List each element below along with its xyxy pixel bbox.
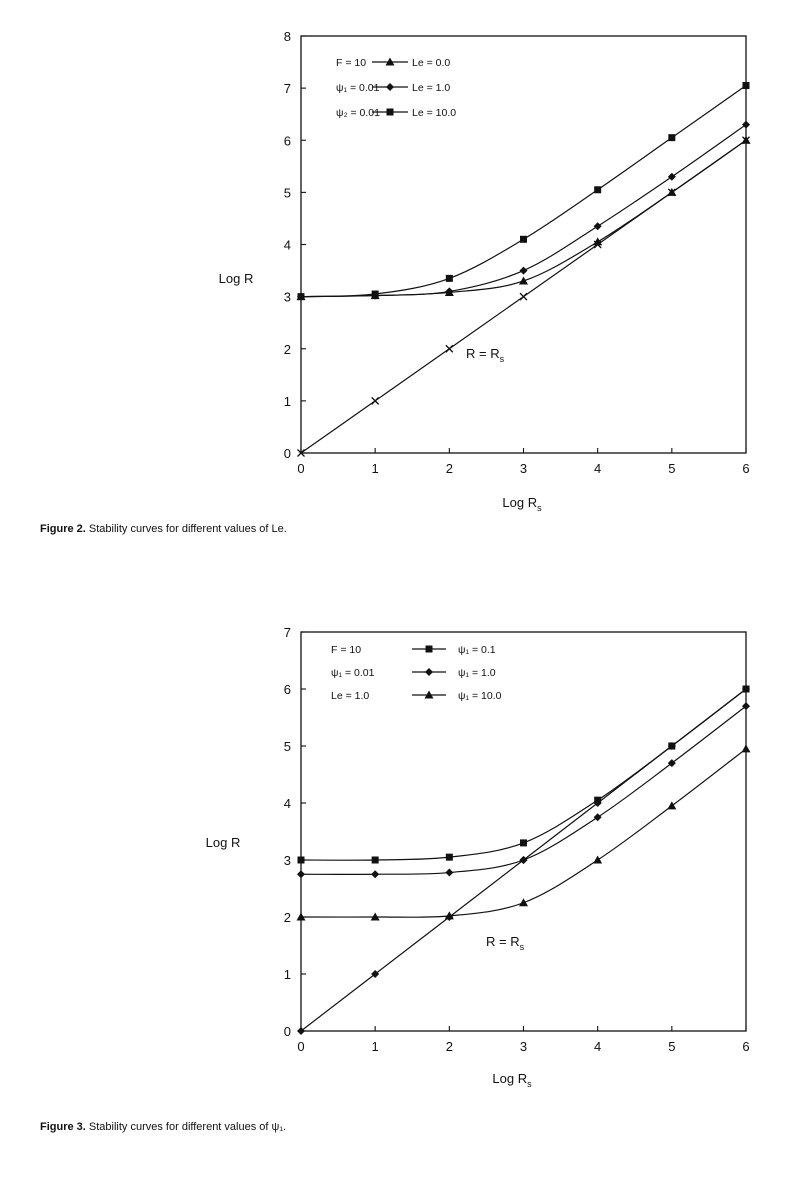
y-tick-label-0: 0 [283, 1024, 291, 1039]
plot-frame [301, 36, 746, 453]
series-1-line [301, 689, 746, 860]
x-tick-label-4: 4 [594, 1039, 602, 1054]
x-tick-label-6: 6 [742, 1039, 750, 1054]
series-2 [297, 702, 750, 878]
chart-1 [219, 29, 751, 513]
x-axis-label-subscript: s [537, 503, 542, 513]
y-tick-label-5: 5 [283, 739, 291, 754]
legend-marker-1 [426, 646, 433, 653]
y-tick-label-5: 5 [283, 185, 291, 201]
y-tick-label-4: 4 [283, 796, 291, 811]
y-tick-label-2: 2 [283, 341, 291, 357]
series-3-point-4 [593, 856, 602, 864]
series-1 [297, 136, 751, 300]
series-3-point-6 [742, 744, 751, 752]
series-2-point-1 [371, 870, 379, 878]
y-axis-label: Log R [218, 271, 254, 286]
figure-2-caption [40, 523, 287, 535]
legend-param-3: Le = 1.0 [331, 690, 370, 702]
x-axis-label [492, 1071, 532, 1089]
legend-marker-2 [425, 668, 433, 676]
series-2-point-2 [445, 869, 453, 877]
legend-param-2: ψ₁ = 0.01 [336, 82, 380, 94]
figure-3-caption [40, 1121, 286, 1133]
x-tick-label-1: 1 [371, 1039, 379, 1054]
legend-param-2: ψ₁ = 0.01 [331, 667, 375, 679]
figure-3-caption-label: Figure 3. [40, 1121, 86, 1133]
x-axis-label [502, 495, 542, 513]
series-2-point-4 [594, 813, 602, 821]
x-axis-label-main: Log R [492, 1071, 528, 1086]
series-1-point-2 [446, 854, 453, 861]
equality-line-annotation [466, 346, 505, 364]
y-tick-label-7: 7 [283, 625, 291, 640]
legend-marker-3 [387, 109, 394, 116]
legend-param-3: ψ₂ = 0.01 [336, 107, 380, 119]
legend-marker-2 [386, 83, 394, 91]
y-tick-label-2: 2 [283, 910, 291, 925]
series-1-point-3 [520, 839, 527, 846]
annotation-subscript: s [499, 354, 505, 364]
x-axis-label-main: Log R [502, 495, 538, 510]
series-2-point-4 [594, 222, 602, 230]
series-3-point-4 [594, 186, 601, 193]
series-2-point-0 [297, 870, 305, 878]
legend-param-1: F = 10 [336, 57, 367, 69]
series-3-point-0 [298, 293, 305, 300]
y-tick-label-4: 4 [283, 237, 291, 253]
series-3-point-2 [446, 275, 453, 282]
y-tick-label-8: 8 [283, 29, 291, 44]
series-3-point-5 [667, 801, 676, 809]
series-2-line [301, 706, 746, 874]
x-tick-label-1: 1 [371, 461, 379, 476]
series-2-point-3 [520, 267, 528, 275]
series-3 [297, 744, 751, 920]
legend-label-1: ψ₁ = 0.1 [458, 644, 496, 656]
series-3-point-6 [743, 82, 750, 89]
series-1-point-0 [298, 857, 305, 864]
annotation-main: R = R [486, 934, 520, 949]
series-2-point-6 [742, 121, 750, 129]
series-1 [298, 686, 750, 864]
series-2 [297, 121, 750, 301]
x-tick-label-2: 2 [445, 461, 453, 476]
y-tick-label-3: 3 [283, 289, 291, 305]
y-tick-label-3: 3 [283, 853, 291, 868]
series-3-point-1 [372, 291, 379, 298]
series-1-point-1 [372, 857, 379, 864]
x-tick-label-0: 0 [297, 1039, 305, 1054]
legend-param-1: F = 10 [331, 644, 362, 656]
series-4 [298, 137, 750, 457]
annotation-subscript: s [519, 942, 525, 952]
y-tick-label-0: 0 [283, 446, 291, 461]
series-2-point-5 [668, 173, 676, 181]
series-3-line [301, 749, 746, 917]
series-3-point-5 [668, 134, 675, 141]
y-tick-label-6: 6 [283, 133, 291, 149]
figure-2-caption-text: Stability curves for different values of Le. [85, 523, 287, 535]
y-axis-label: Log R [205, 835, 241, 850]
legend-label-2: Le = 1.0 [412, 82, 451, 94]
x-tick-label-5: 5 [668, 461, 676, 476]
y-tick-label-6: 6 [283, 682, 291, 697]
series-4-point-2 [446, 345, 453, 352]
x-axis-label-subscript: s [527, 1079, 532, 1089]
equality-line-annotation [486, 934, 525, 952]
series-4-point-3 [520, 293, 527, 300]
legend-label-3: ψ₁ = 10.0 [458, 690, 502, 702]
y-tick-label-1: 1 [283, 393, 291, 409]
x-tick-label-0: 0 [297, 461, 305, 476]
x-tick-label-4: 4 [594, 461, 602, 476]
x-tick-label-3: 3 [519, 461, 528, 476]
figure-3-caption-text: Stability curves for different values of ψ₁. [85, 1121, 287, 1133]
figure-2-caption-label: Figure 2. [40, 523, 86, 535]
x-tick-label-3: 3 [519, 1039, 528, 1054]
chart-2 [206, 625, 751, 1089]
legend-label-1: Le = 0.0 [412, 57, 451, 69]
legend-label-3: Le = 10.0 [412, 107, 457, 119]
series-4-point-1 [372, 397, 379, 404]
y-tick-label-1: 1 [283, 967, 291, 982]
x-tick-label-5: 5 [668, 1039, 676, 1054]
annotation-main: R = R [466, 346, 500, 361]
legend-label-2: ψ₁ = 1.0 [458, 667, 496, 679]
series-3-point-3 [519, 898, 528, 906]
series-3-point-3 [520, 236, 527, 243]
x-tick-label-6: 6 [742, 461, 750, 476]
y-tick-label-7: 7 [283, 81, 291, 97]
x-tick-label-2: 2 [445, 1039, 453, 1054]
